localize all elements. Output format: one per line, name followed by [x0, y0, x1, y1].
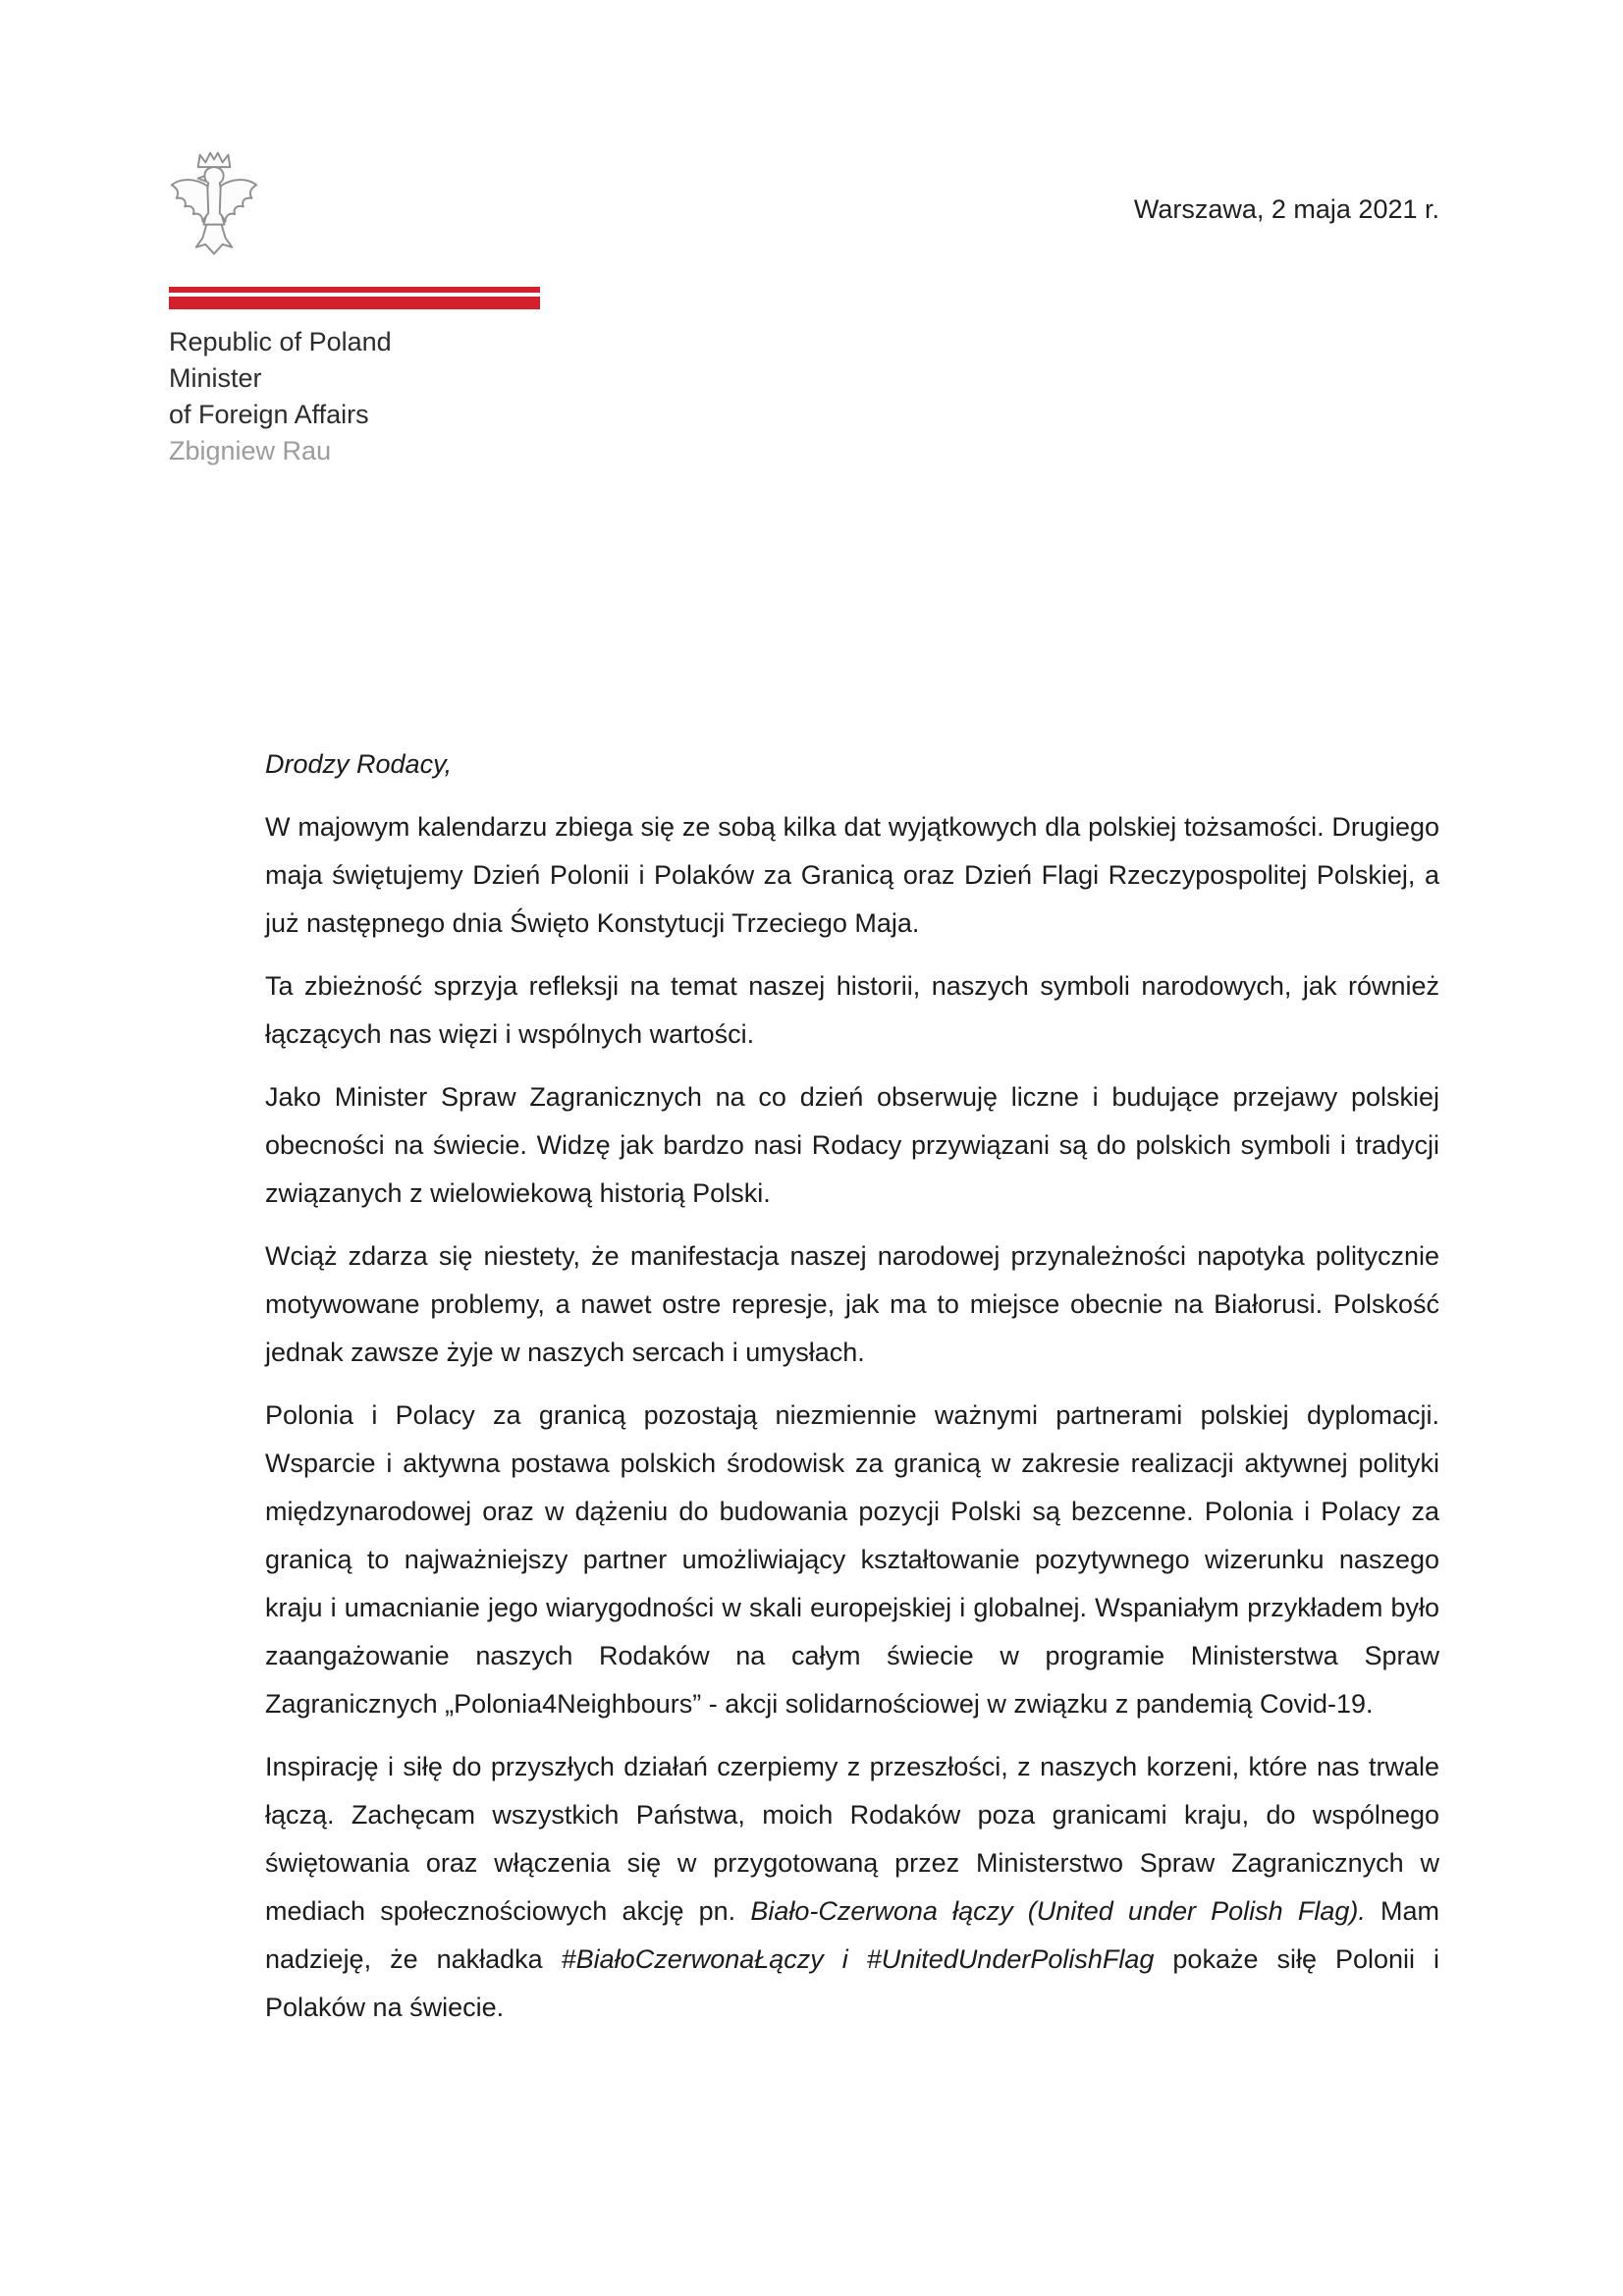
text-run: pokaże siłę Polonii i Polaków na świecie.: [265, 1944, 1439, 2022]
text-run: Inspirację i siłę do przyszłych działań czerpiemy z przeszłości, z naszych korzeni, które nas trwale łączą. Zachęcam wszystkich Państwa, moich Rodaków poza granicami kraju, do wspólnego świętowania oraz włączenia się w przygotowaną przez Ministerstwo Spraw Zagranicznych w mediach społecznościowych akcję pn.: [265, 1752, 1439, 1926]
body-paragraph-6: [265, 1743, 1439, 2032]
letter-date: Warszawa, 2 maja 2021 r.: [1133, 194, 1439, 224]
body-paragraph-1: W majowym kalendarzu zbiega się ze sobą kilka dat wyjątkowych dla polskiej tożsamości. Drugiego maja świętujemy Dzień Polonii i Polaków za Granicą oraz Dzień Flagi Rzeczypospolitej Polskiej, a już następnego dnia Święto Konstytucji Trzeciego Maja.: [265, 812, 1439, 938]
letter-body: [265, 740, 1439, 2047]
sender-title-line2: of Foreign Affairs: [169, 400, 369, 429]
flag-stripe-bottom: [169, 297, 540, 309]
text-run-campaign-name: Biało-Czerwona łączy (United under Polish Flag).: [750, 1896, 1366, 1926]
sender-country: Republic of Poland: [169, 327, 392, 356]
sender-title-line1: Minister: [169, 363, 262, 393]
salutation: Drodzy Rodacy,: [265, 749, 453, 779]
polish-eagle-emblem: [167, 145, 261, 265]
sender-name: Zbigniew Rau: [169, 436, 332, 465]
body-paragraph-5: Polonia i Polacy za granicą pozostają niezmiennie ważnymi partnerami polskiej dyplomacji. Wsparcie i aktywna postawa polskich środowisk za granicą w zakresie realizacji aktywnej polityki międzynarodowej oraz w dążeniu do budowania pozycji Polski są bezcenne. Polonia i Polacy za granicą to najważniejszy partner umożliwiający kształtowanie pozytywnego wizerunku naszego kraju i umacnianie jego wiarygodności w skali europejskiej i globalnej. Wspaniałym przykładem było zaangażowanie naszych Rodaków na całym świecie w programie Ministerstwa Spraw Zagranicznych „Polonia4Neighbours” - akcji solidarnościowej w związku z pandemią Covid-19.: [265, 1400, 1439, 1719]
coat-of-arms-icon: [167, 145, 261, 265]
sender-block: [169, 324, 392, 469]
body-paragraph-3: Jako Minister Spraw Zagranicznych na co dzień obserwuję liczne i budujące przejawy polskiej obecności na świecie. Widzę jak bardzo nasi Rodacy przywiązani są do polskich symboli i tradycji związanych z wielowiekową historią Polski.: [265, 1082, 1439, 1208]
red-flag-bar: [169, 287, 540, 309]
body-paragraph-2: Ta zbieżność sprzyja refleksji na temat naszej historii, naszych symboli narodowych, jak również łączących nas więzi i wspólnych wartości.: [265, 971, 1439, 1049]
text-run: Mam nadzieję, że nakładka: [265, 1896, 1440, 1974]
text-run-hashtags: #BiałoCzerwonaŁączy i #UnitedUnderPolishFlag: [561, 1944, 1155, 1974]
body-paragraph-4: Wciąż zdarza się niestety, że manifestacja naszej narodowej przynależności napotyka politycznie motywowane problemy, a nawet ostre represje, jak ma to miejsce obecnie na Białorusi. Polskość jednak zawsze żyje w naszych sercach i umysłach.: [265, 1241, 1439, 1367]
